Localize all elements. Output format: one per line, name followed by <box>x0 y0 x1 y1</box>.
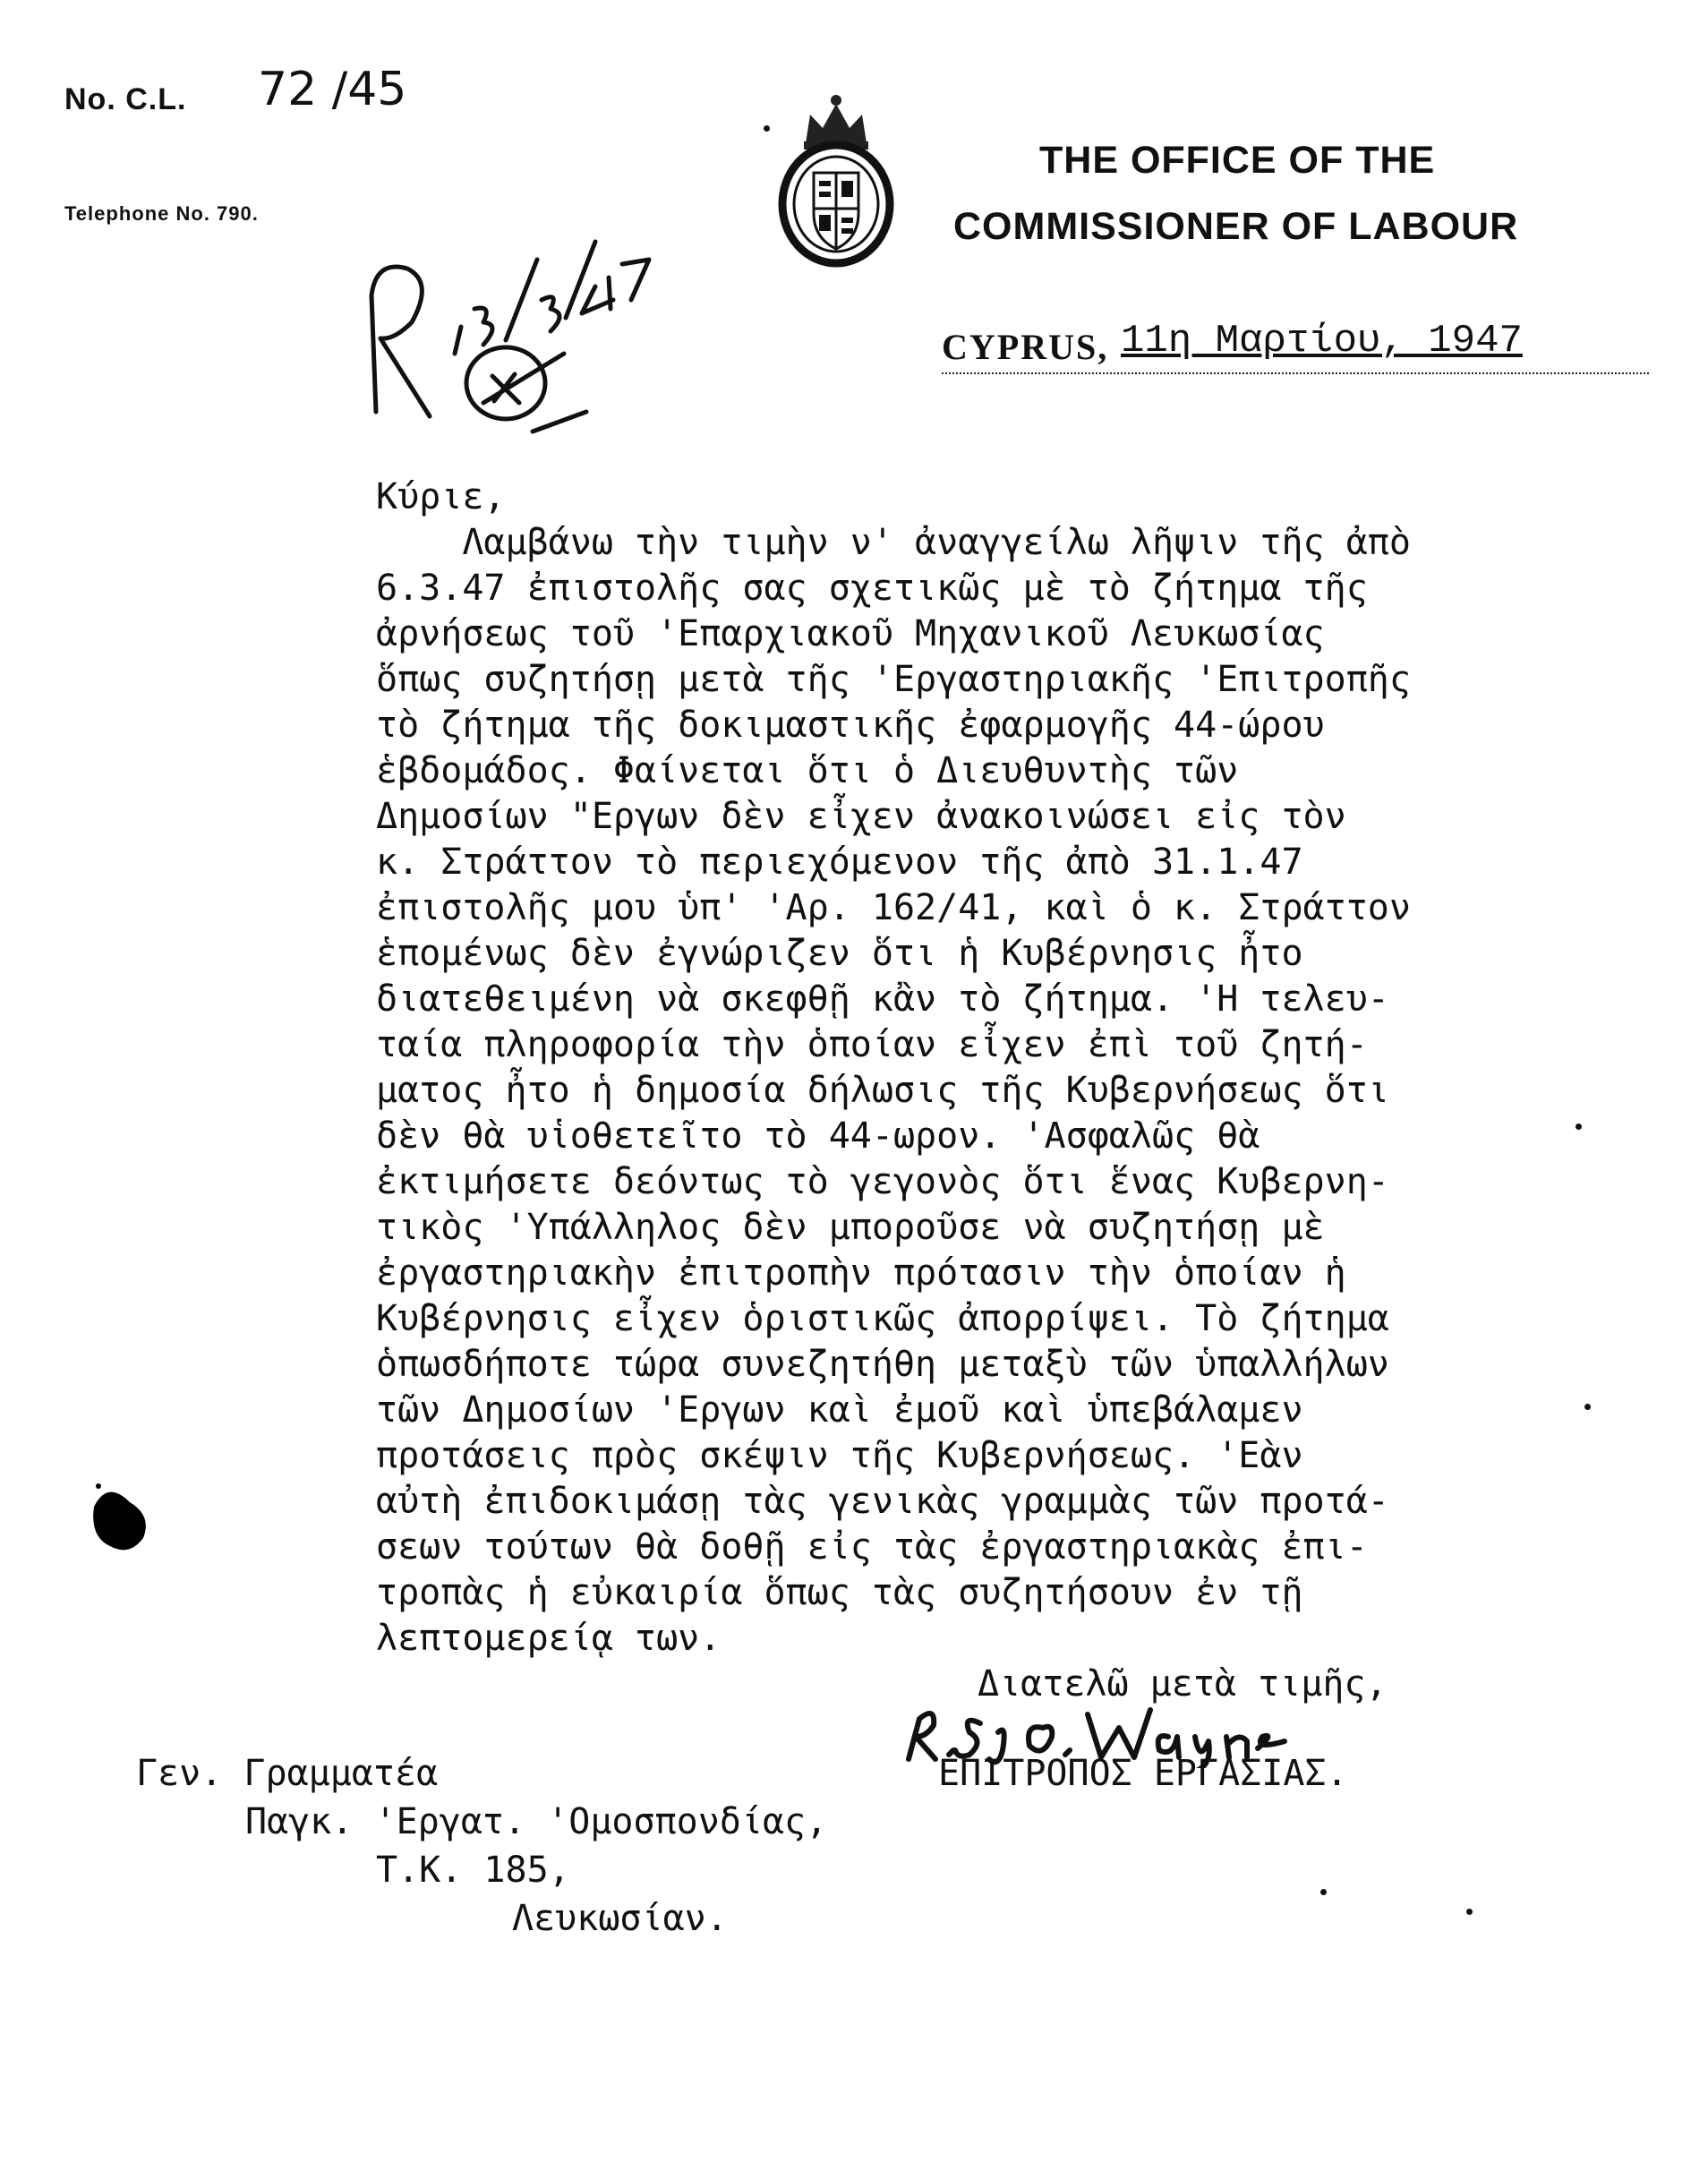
body-line: τῶν Δημοσίων 'Εργων καὶ ἐμοῦ καὶ ὑπεβάλαμεν <box>376 1389 1303 1431</box>
recipient-line-1: Γεν. Γραμματέα <box>136 1753 439 1794</box>
office-line-1: THE OFFICE OF THE <box>1039 139 1436 182</box>
recipient-line-4: Λευκωσίαν. <box>512 1898 728 1939</box>
body-line: ταία πληροφορία τὴν ὁποίαν εἶχεν ἐπὶ τοῦ ζητή- <box>376 1024 1368 1065</box>
body-line: Λαμβάνω τὴν τιμὴν ν' ἀναγγείλω λῆψιν τῆς ἀπὸ <box>376 522 1411 563</box>
recipient-line-2: Παγκ. 'Εργατ. 'Ομοσπονδίας, <box>245 1801 828 1842</box>
speck <box>1576 1124 1582 1130</box>
body-line: ὁπωσδήποτε τώρα συνεζητήθη μεταξὺ τῶν ὑπαλλήλων <box>376 1344 1389 1385</box>
speck <box>1466 1909 1473 1915</box>
body-line: Κυβέρνησις εἶχεν ὁριστικῶς ἀπορρίψει. Τὸ ζήτημα <box>376 1298 1389 1339</box>
body-line: δὲν θὰ υἱοθετεῖτο τὸ 44-ωρον. 'Ασφαλῶς θὰ <box>376 1115 1260 1157</box>
reference-number-handwritten: 72 /45 <box>258 63 407 116</box>
body-line: αὐτὴ ἐπιδοκιμάσῃ τὰς γενικὰς γραμμὰς τῶν προτά- <box>376 1481 1389 1522</box>
body-line: σεων τούτων θὰ δοθῇ εἰς τὰς ἐργαστηριακὰς ἐπι- <box>376 1526 1368 1568</box>
speck <box>764 125 770 132</box>
office-heading <box>953 127 1634 260</box>
letter-body <box>376 474 1665 1707</box>
body-line: ὅπως συζητήσῃ μετὰ τῆς 'Εργαστηριακῆς 'Επιτροπῆς <box>376 659 1411 700</box>
speck <box>1584 1404 1591 1410</box>
body-line: διατεθειμένη νὰ σκεφθῇ κἂν τὸ ζήτημα. 'Η τελευ- <box>376 978 1389 1020</box>
ink-blot <box>81 1475 152 1556</box>
body-line: προτάσεις πρὸς σκέψιν τῆς Κυβερνήσεως. 'Εὰν <box>376 1435 1303 1476</box>
body-line: λεπτομερείᾳ των. <box>376 1618 722 1659</box>
recipient-line-3: Τ.Κ. 185, <box>376 1850 570 1891</box>
closing: Διατελῶ μετὰ τιμῆς, <box>978 1663 1388 1705</box>
body-line: Δημοσίων "Εργων δὲν εἶχεν ἀνακοινώσει εἰς τὸν <box>376 796 1346 837</box>
body-line: ἐργαστηριακὴν ἐπιτροπὴν πρότασιν τὴν ὁποίαν ἡ <box>376 1252 1346 1294</box>
speck <box>1320 1889 1327 1895</box>
body-line: ματος ἦτο ἡ δημοσία δήλωσις τῆς Κυβερνήσεως ὅτι <box>376 1070 1389 1111</box>
signatory-title: ΕΠΙΤΡΟΠΟΣ ΕΡΓΑΣΙΑΣ. <box>938 1753 1348 1794</box>
body-line: τροπὰς ἡ εὐκαιρία ὅπως τὰς συζητήσουν ἐν τῇ <box>376 1572 1303 1613</box>
reference-label: No. C.L. <box>64 82 187 116</box>
date-value: 11η Μαρτίου, 1947 <box>1121 319 1523 363</box>
date-place: CYPRUS, <box>942 327 1109 367</box>
received-stamp-handwritten <box>358 224 653 439</box>
body-line: ἐκτιμήσετε δεόντως τὸ γεγονὸς ὅτι ἕνας Κυβερνη- <box>376 1161 1389 1202</box>
royal-crest-icon <box>774 88 898 271</box>
body-line: τὸ ζήτημα τῆς δοκιμαστικῆς ἐφαρμογῆς 44-ώρου <box>376 705 1325 746</box>
body-line: ἑβδομάδος. Φαίνεται ὅτι ὁ Διευθυντὴς τῶν <box>376 750 1239 791</box>
body-line: κ. Στράττον τὸ περιεχόμενον τῆς ἀπὸ 31.1.47 <box>376 842 1303 883</box>
body-line: τικὸς 'Υπάλληλος δὲν μποροῦσε νὰ συζητήσῃ μὲ <box>376 1207 1325 1248</box>
office-line-2: COMMISSIONER OF LABOUR <box>953 205 1519 248</box>
body-line: 6.3.47 ἐπιστολῆς σας σχετικῶς μὲ τὸ ζήτημα τῆς <box>376 568 1368 609</box>
body-line: ἑπομένως δὲν ἐγνώριζεν ὅτι ἡ Κυβέρνησις ἦτο <box>376 933 1303 974</box>
telephone-number: Telephone No. 790. <box>64 202 259 225</box>
salutation: Κύριε, <box>376 476 506 517</box>
body-line: ἀρνήσεως τοῦ 'Επαρχιακοῦ Μηχανικοῦ Λευκωσίας <box>376 613 1325 654</box>
body-line: ἐπιστολῆς μου ὑπ' 'Αρ. 162/41, καὶ ὁ κ. Στράττον <box>376 887 1411 928</box>
